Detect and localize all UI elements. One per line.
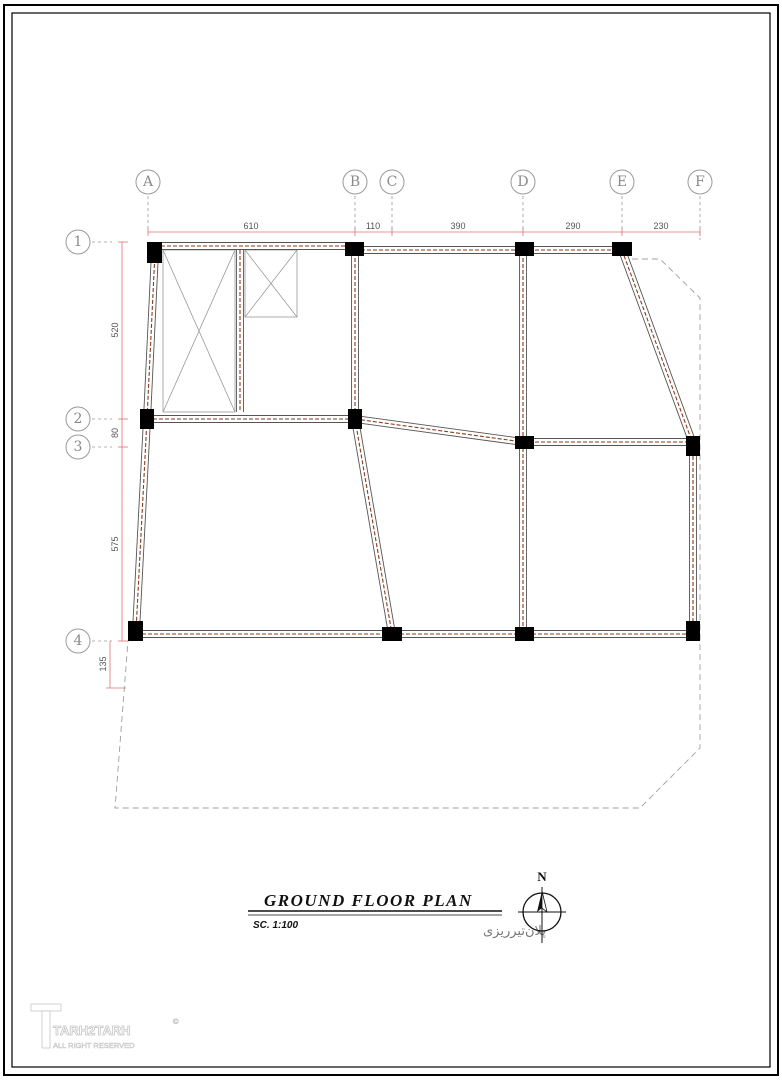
dim-575: 575 (110, 536, 120, 552)
sheet-border (4, 5, 778, 1075)
dim-110: 110 (365, 221, 381, 231)
beam-B-D (355, 416, 524, 446)
column-C4 (382, 627, 402, 641)
site-boundary (115, 259, 700, 808)
svg-text:N: N (537, 869, 547, 884)
column-F3 (686, 436, 700, 456)
svg-text:A: A (142, 174, 154, 190)
column-A1 (147, 242, 162, 263)
column-F4 (686, 621, 700, 641)
dim-230: 230 (653, 221, 669, 231)
beam-layer (133, 243, 697, 638)
svg-text:C: C (386, 174, 398, 190)
dim-135: 135 (98, 656, 108, 672)
svg-text:ALL RIGHT RESERVED: ALL RIGHT RESERVED (53, 1041, 135, 1050)
dim-290: 290 (565, 221, 581, 231)
grid-bubble-E (610, 170, 634, 194)
dim-80: 80 (110, 427, 120, 439)
svg-text:E: E (616, 174, 628, 190)
grid-bubble-3 (66, 435, 90, 459)
plan-title-persian: پلان‌تیرریزی (483, 924, 546, 939)
grid-bubble-F (688, 170, 712, 194)
column-D4 (515, 627, 534, 641)
dim-390: 390 (450, 221, 466, 231)
beam-2-AB (147, 416, 355, 423)
dim-520: 520 (110, 322, 120, 338)
column-D1 (515, 242, 534, 256)
beam-D-34 (520, 442, 527, 634)
column-E1 (612, 242, 632, 256)
beam-E-F (619, 249, 697, 445)
plan-title: GROUND FLOOR PLAN (264, 891, 473, 910)
grid-bubble-2 (66, 407, 90, 431)
beam-A-12 (144, 252, 159, 419)
plan-scale: SC. 1:100 (253, 920, 299, 931)
svg-text:F: F (695, 174, 705, 190)
dimension-chain-vertical (106, 242, 128, 688)
svg-text:1: 1 (73, 234, 83, 250)
beam-D-13 (520, 252, 527, 442)
svg-text:4: 4 (73, 633, 83, 649)
dim-610: 610 (243, 221, 259, 231)
grid-bubble-1 (66, 230, 90, 254)
column-D3 (515, 436, 534, 449)
svg-text:B: B (349, 174, 361, 190)
beam-4-AF (136, 631, 693, 638)
beam-1-AB (155, 243, 355, 250)
beam-3-DF (523, 439, 693, 446)
grid-bubble-C (380, 170, 404, 194)
column-A4 (128, 621, 143, 641)
beam-F-34 (690, 444, 697, 631)
svg-text:D: D (517, 174, 529, 190)
svg-text:3: 3 (73, 439, 83, 455)
beam-1-DE (523, 247, 622, 254)
beam-B-C4 (352, 418, 396, 634)
column-B2 (348, 409, 362, 429)
svg-text:©: © (173, 1017, 179, 1026)
column-B1 (345, 242, 364, 256)
grid-bubble-D (511, 170, 535, 194)
column-A2 (140, 409, 154, 429)
stair-void (163, 250, 235, 412)
grid-bubble-A (136, 170, 160, 194)
grid-bubble-B (343, 170, 367, 194)
grid-bubble-4 (66, 629, 90, 653)
svg-text:2: 2 (73, 411, 83, 427)
shaft-void (245, 250, 297, 317)
svg-text:TARH2TARH: TARH2TARH (53, 1023, 131, 1038)
beam-A-24 (133, 419, 151, 631)
dimension-chain-horizontal (148, 228, 700, 236)
beam-void-edge (237, 250, 244, 412)
tarh2tarh-logo (31, 1004, 179, 1050)
beam-1-BD (355, 247, 523, 254)
beam-B-12 (352, 252, 359, 419)
